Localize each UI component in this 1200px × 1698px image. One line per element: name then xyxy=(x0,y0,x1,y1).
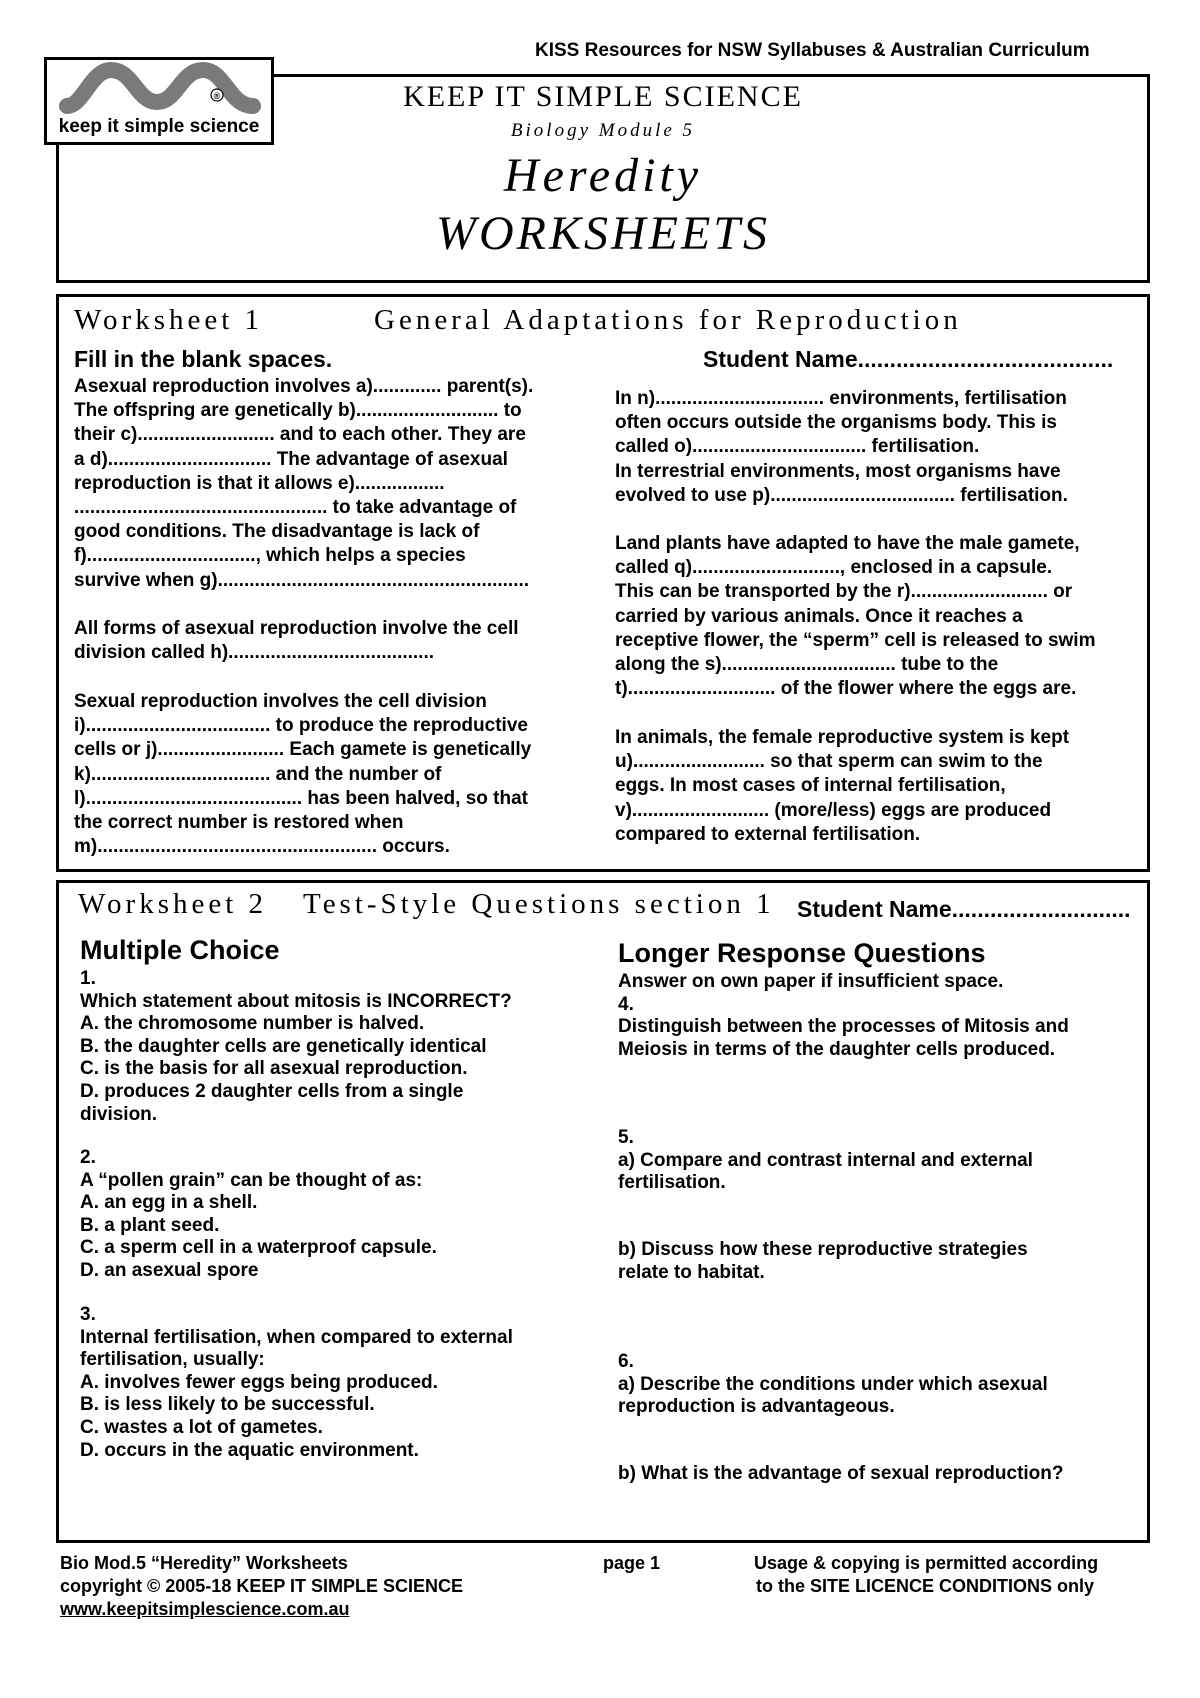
registered-mark: ® xyxy=(213,91,221,101)
fill-blank-paragraph: In animals, the female reproductive system is kept u)......................... so that sperm can swim to the eggs. In most cases of internal fertilisation, v).......................... (more/less) eggs are produced compared to external fertilisation. xyxy=(615,727,1070,845)
student-name-field[interactable]: Student Name........................................ xyxy=(703,346,1114,372)
document-title: WORKSHEETS xyxy=(436,207,770,260)
lr-question: Answer on own paper if insufficient space. 4. Distinguish between the processes of Mitosis and Meiosis in terms of the daughter cells produced. xyxy=(618,971,1069,1060)
worksheet-2-title: Test-Style Questions section 1 xyxy=(303,888,775,920)
multiple-choice-heading: Multiple Choice xyxy=(80,935,280,965)
kiss-logo xyxy=(44,57,274,145)
licence-note-line-1: Usage & copying is permitted according xyxy=(754,1553,1099,1573)
lr-question: 5. a) Compare and contrast internal and external fertilisation. xyxy=(618,1127,1033,1194)
lr-question: b) Discuss how these reproductive strategies relate to habitat. xyxy=(618,1239,1028,1283)
publisher-title: KEEP IT SIMPLE SCIENCE xyxy=(403,80,803,113)
fill-blank-paragraph: Asexual reproduction involves a)............. parent(s). The offspring are genetically b)........................... to their c).......................... and to each other. They are a d)............................... The advantage of asexual reproduction is that it allows e)................. ................................................ to take advantage of good conditions. The disadvantage is lack of f)................................, which helps a species survive when g)........................................................... xyxy=(74,376,534,591)
logo-text: keep it simple science xyxy=(58,116,260,137)
instruction-heading: Fill in the blank spaces. xyxy=(74,346,333,372)
fill-blank-paragraph: In n)................................ environments, fertilisation often occurs outside the organisms body. This is called o)................................. fertilisation. In terrestrial environments, most organisms have evolved to use p)................................... fertilisation. xyxy=(615,388,1068,506)
worksheet-1-title: General Adaptations for Reproduction xyxy=(374,304,962,336)
lr-question: 6. a) Describe the conditions under which asexual reproduction is advantageous. xyxy=(618,1351,1048,1418)
fill-blank-paragraph: Land plants have adapted to have the male gamete, called q)............................, enclosed in a capsule. This can be transported by the r).......................... or carried by various animals. Once it reaches a receptive flower, the “sperm” cell is released to swim along the s)................................. tube to the t)............................ of the flower where the eggs are. xyxy=(615,533,1096,700)
fill-blank-paragraph: Sexual reproduction involves the cell division i)................................... to produce the reproductive cells or j)........................ Each gamete is genetically k).................................. and the number of l)......................................... has been halved, so that the correct number is restored when m)..................................................... occurs. xyxy=(74,691,532,858)
licence-note-line-2: to the SITE LICENCE CONDITIONS only xyxy=(756,1576,1095,1596)
student-name-field[interactable]: Student Name............................ xyxy=(797,896,1131,922)
topic-title: Heredity xyxy=(503,149,703,202)
longer-response-heading: Longer Response Questions xyxy=(618,938,986,968)
footer-doc-name: Bio Mod.5 “Heredity” Worksheets xyxy=(60,1553,348,1573)
mc-question: 3. Internal fertilisation, when compared to external fertilisation, usually: A. involves fewer eggs being produced. B. is less likely to be successful. C. wastes a lot of gametes. D. occurs in the aquatic environment. xyxy=(80,1304,513,1461)
mc-question: 2. A “pollen grain” can be thought of as: A. an egg in a shell. B. a plant seed. C. a sperm cell in a waterproof capsule. D. an asexual spore xyxy=(80,1147,437,1281)
fill-blank-paragraph: All forms of asexual reproduction involve the cell division called h)....................................... xyxy=(74,618,519,664)
worksheet-2-label: Worksheet 2 xyxy=(78,888,268,920)
worksheet-1-label: Worksheet 1 xyxy=(74,304,264,336)
footer-website-link[interactable]: www.keepitsimplescience.com.au xyxy=(60,1599,350,1619)
mc-question: 1. Which statement about mitosis is INCORRECT? A. the chromosome number is halved. B. the daughter cells are genetically identical C. is the basis for all asexual reproduction. D. produces 2 daughter cells from a single division. xyxy=(80,968,512,1125)
page-number: page 1 xyxy=(603,1553,661,1573)
lr-question: b) What is the advantage of sexual reproduction? xyxy=(618,1463,1064,1484)
logo-wave-icon xyxy=(53,62,267,122)
module-subtitle: Biology Module 5 xyxy=(510,120,696,141)
resource-tagline: KISS Resources for NSW Syllabuses & Australian Curriculum xyxy=(535,40,1090,61)
footer-copyright: copyright © 2005-18 KEEP IT SIMPLE SCIENCE xyxy=(60,1576,464,1596)
